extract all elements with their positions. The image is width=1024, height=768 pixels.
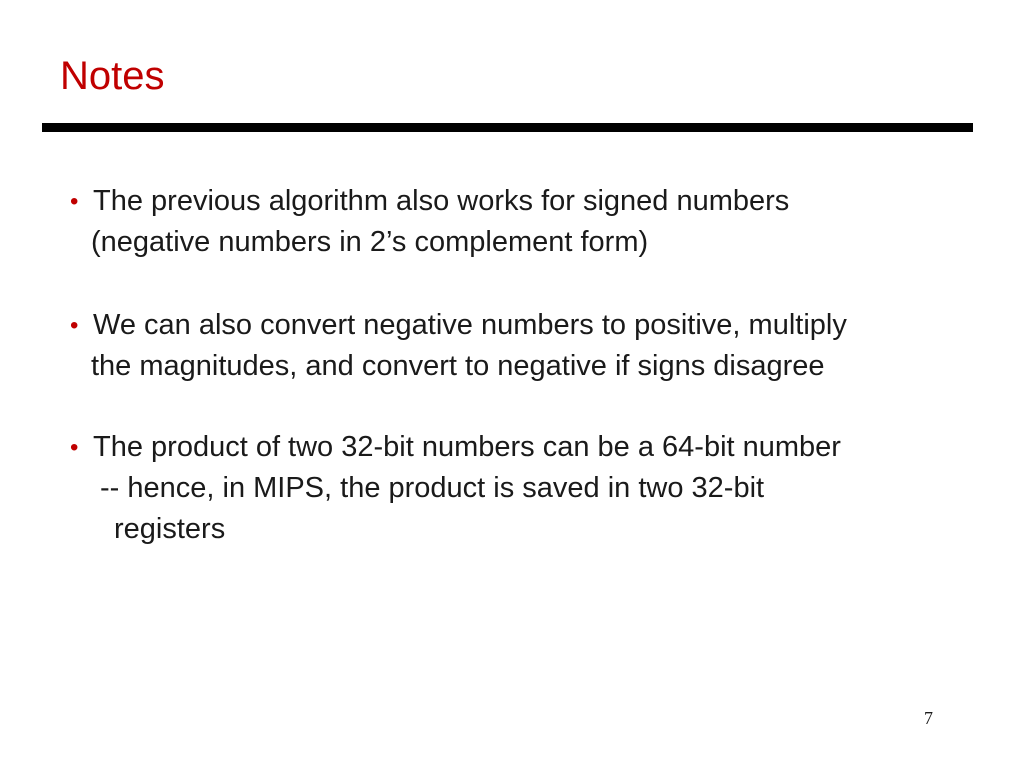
slide-title: Notes [60,54,165,98]
bullet-item [70,305,847,387]
bullet-item [70,181,789,263]
bullet-text-line: The product of two 32-bit numbers can be a 64-bit number [93,431,841,463]
bullet-text-line: (negative numbers in 2’s complement form) [91,226,649,258]
bullet-text-line: -- hence, in MIPS, the product is saved in two 32-bit [100,472,765,504]
bullet-text-line: registers [114,513,226,545]
bullet-text-line: The previous algorithm also works for signed numbers [93,185,790,217]
bullet-dot-icon: • [70,188,79,215]
bullet-item [70,427,841,550]
bullet-dot-icon: • [70,434,79,461]
bullet-text-line: We can also convert negative numbers to positive, multiply [93,309,847,341]
title-divider [42,123,973,132]
bullet-text-line: the magnitudes, and convert to negative if signs disagree [91,350,825,382]
page-number: 7 [924,708,933,728]
bullet-dot-icon: • [70,312,79,339]
